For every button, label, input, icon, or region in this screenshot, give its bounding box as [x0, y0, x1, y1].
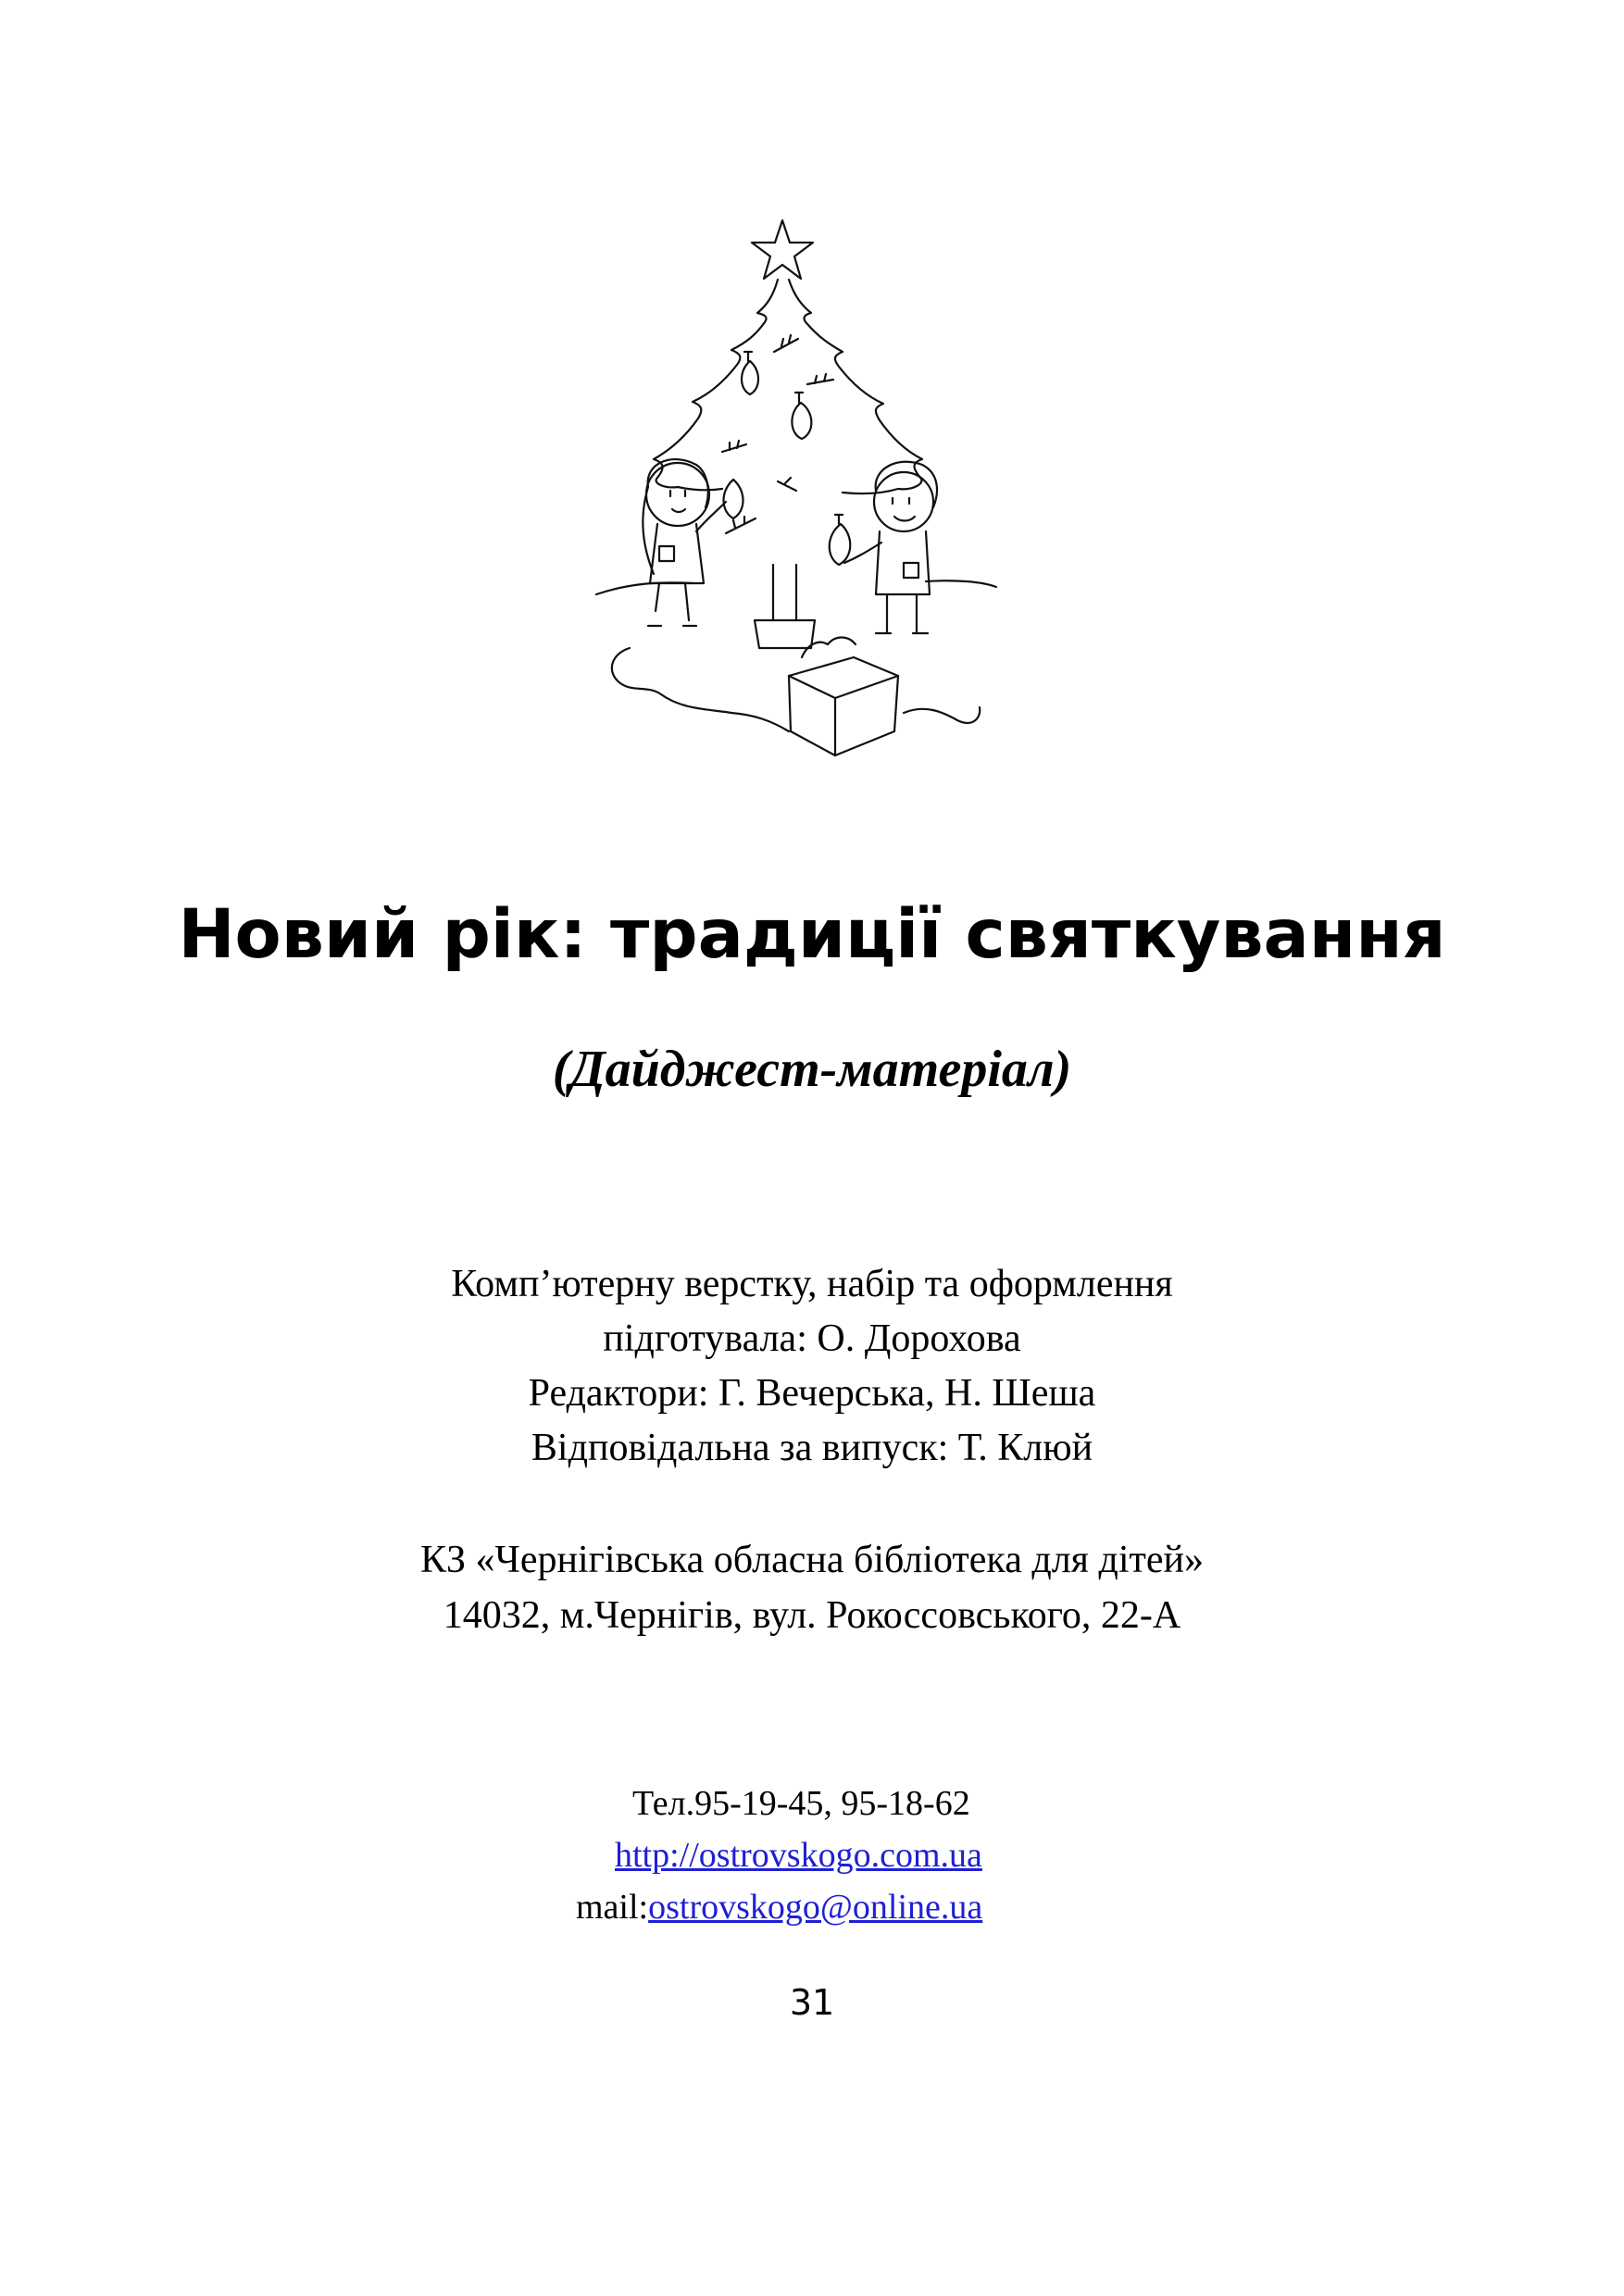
website-line — [615, 1829, 982, 1881]
credits-line-prepared-by: підготувала: О. Дорохова — [603, 1317, 1021, 1360]
credits-line-layout: Комп’ютерну верстку, набір та оформлення — [451, 1263, 1173, 1305]
phone-line: Тел.95-19-45, 95-18-62 — [632, 1784, 970, 1823]
organization-address: 14032, м.Чернігів, вул. Рокоссовського, 22-А — [443, 1594, 1181, 1637]
credits-block — [0, 1257, 1624, 1476]
organization-block — [0, 1532, 1624, 1643]
organization-name: КЗ «Чернігівська обласна бібліотека для дітей» — [419, 1539, 1204, 1581]
email-link[interactable]: ostrovskogo@online.ua — [648, 1888, 983, 1927]
website-link[interactable]: http://ostrovskogo.com.ua — [615, 1836, 982, 1875]
document-subtitle: (Дайджест-матеріал) — [552, 1041, 1072, 1098]
christmas-tree-children-drawing-icon — [593, 213, 1000, 759]
email-label: mail: — [576, 1888, 649, 1927]
credits-line-editors: Редактори: Г. Вечерська, Н. Шеша — [528, 1372, 1096, 1415]
document-title: Новий рік: традиції святкування — [178, 895, 1446, 974]
email-line — [576, 1881, 982, 1933]
page-number: 31 — [789, 1982, 835, 2023]
credits-line-responsible: Відповідальна за випуск: Т. Клюй — [531, 1427, 1093, 1469]
